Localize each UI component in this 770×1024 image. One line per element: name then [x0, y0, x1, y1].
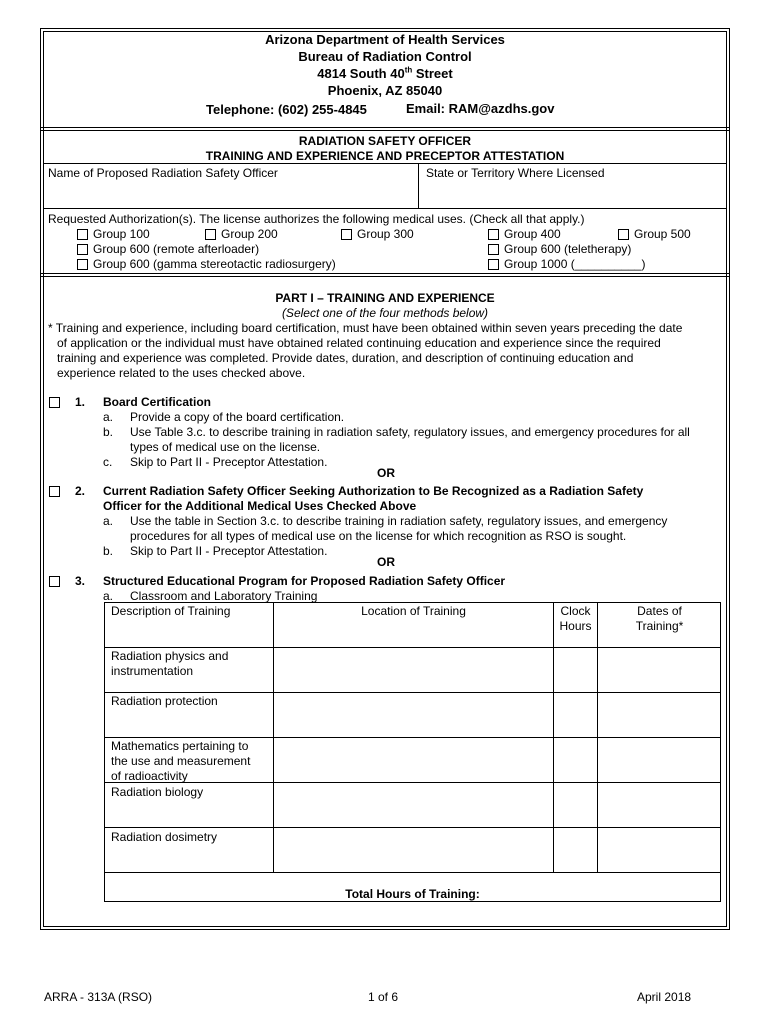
table-row-divider	[104, 872, 721, 873]
checkbox-group-1000[interactable]	[488, 259, 499, 270]
clock-hours-input[interactable]	[555, 649, 596, 871]
checkbox-method-2[interactable]	[49, 486, 60, 497]
total-hours-label: Total Hours of Training:	[345, 887, 480, 901]
option-group-100: Group 100	[93, 227, 150, 241]
method2-item-letter: a.	[103, 514, 114, 528]
method3-sub-letter: a.	[103, 589, 114, 603]
divider	[418, 163, 419, 208]
method1-item-text: Use Table 3.c. to describe training in radiation safety, regulatory issues, and emergency procedures for all	[130, 425, 690, 439]
method2-title: Officer for the Additional Medical Uses Checked Above	[103, 499, 417, 513]
method2-item-text: Use the table in Section 3.c. to describe training in radiation safety, regulatory issues, and emergency	[130, 514, 668, 528]
method3-title: Structured Educational Program for Proposed Radiation Safety Officer	[103, 574, 506, 588]
table-row-label: Radiation protection	[111, 694, 218, 708]
method3-number: 3.	[75, 574, 86, 588]
checkbox-group-300[interactable]	[341, 229, 352, 240]
method2-title: Current Radiation Safety Officer Seeking Authorization to Be Recognized as a Radiation Safety	[103, 484, 644, 498]
table-row-label: Mathematics pertaining to the use and measurement of radioactivity	[111, 739, 251, 783]
divider	[41, 273, 729, 274]
form-title-line1: RADIATION SAFETY OFFICER	[298, 134, 472, 148]
table-header-description: Description of Training	[111, 604, 231, 618]
footer-page-number: 1 of 6	[368, 990, 399, 1004]
checkbox-group-400[interactable]	[488, 229, 499, 240]
footer-date: April 2018	[637, 990, 692, 1004]
table-header-location: Location of Training	[361, 604, 466, 618]
dates-input[interactable]	[599, 649, 720, 871]
checkbox-group-100[interactable]	[77, 229, 88, 240]
part1-note-line: training and experience was completed. Provide dates, duration, and description of continuing education and	[57, 351, 634, 365]
form-title-line2: TRAINING AND EXPERIENCE AND PRECEPTOR ATTESTATION	[205, 149, 565, 163]
location-input[interactable]	[275, 649, 552, 871]
method1-item-letter: b.	[103, 425, 114, 439]
divider	[43, 163, 727, 164]
proposed-rso-label: Name of Proposed Radiation Safety Officer	[48, 166, 278, 180]
method1-item-text: Skip to Part II - Preceptor Attestation.	[130, 455, 328, 469]
footer-form-id: ARRA - 313A (RSO)	[44, 990, 153, 1004]
table-header-clock: Clock Hours	[559, 604, 592, 633]
table-row-label: Radiation dosimetry	[111, 830, 218, 844]
option-group-400: Group 400	[504, 227, 561, 241]
agency-header	[43, 31, 727, 99]
method1-number: 1.	[75, 395, 86, 409]
divider	[41, 130, 729, 131]
method1-item-text: Provide a copy of the board certification.	[130, 410, 345, 424]
part1-title: PART I – TRAINING AND EXPERIENCE	[275, 291, 495, 305]
email: Email: RAM@azdhs.gov	[406, 101, 555, 116]
proposed-rso-input[interactable]	[44, 182, 416, 207]
option-group-200: Group 200	[221, 227, 278, 241]
table-row-divider	[104, 647, 721, 648]
street-address: 4814 South 40th Street	[317, 65, 453, 81]
table-row-label: Radiation biology	[111, 785, 204, 799]
table-row-label: Radiation physics and instrumentation	[111, 649, 229, 678]
or-separator: OR	[377, 555, 395, 569]
checkbox-group-600-gamma[interactable]	[77, 259, 88, 270]
checkbox-group-200[interactable]	[205, 229, 216, 240]
authorization-intro: Requested Authorization(s). The license authorizes the following medical uses. (Check all that apply.)	[48, 212, 585, 226]
part1-note-line: of application or the individual must have obtained related continuing education and experience since the required	[57, 336, 661, 350]
method1-title: Board Certification	[103, 395, 212, 409]
divider	[41, 276, 729, 277]
city-state-zip: Phoenix, AZ 85040	[327, 83, 443, 98]
or-separator: OR	[377, 466, 395, 480]
table-header-dates: Dates of Training*	[635, 604, 684, 633]
option-group-600-gamma: Group 600 (gamma stereotactic radiosurgery)	[93, 257, 336, 271]
method2-item-text: procedures for all types of medical use on the license for which recognition as RSO is sought.	[130, 529, 627, 543]
bureau-name: Bureau of Radiation Control	[298, 49, 472, 64]
method3-sub-title: Classroom and Laboratory Training	[130, 589, 318, 603]
option-group-600-teletherapy: Group 600 (teletherapy)	[504, 242, 632, 256]
checkbox-method-1[interactable]	[49, 397, 60, 408]
part1-subtitle: (Select one of the four methods below)	[281, 306, 489, 320]
option-group-600-remote: Group 600 (remote afterloader)	[93, 242, 260, 256]
telephone: Telephone: (602) 255-4845	[206, 102, 367, 117]
checkbox-group-500[interactable]	[618, 229, 629, 240]
option-group-500: Group 500	[634, 227, 691, 241]
part1-note-line: * Training and experience, including board certification, must have been obtained within seven years preceding the date	[48, 321, 683, 335]
agency-name: Arizona Department of Health Services	[265, 32, 505, 47]
method1-item-letter: a.	[103, 410, 114, 424]
option-group-1000: Group 1000 (__________)	[504, 257, 646, 271]
part1-note-line: experience related to the uses checked above.	[57, 366, 306, 380]
checkbox-group-600-teletherapy[interactable]	[488, 244, 499, 255]
method1-item-text: types of medical use on the license.	[130, 440, 321, 454]
method2-number: 2.	[75, 484, 86, 498]
method2-item-letter: b.	[103, 544, 114, 558]
checkbox-group-600-remote[interactable]	[77, 244, 88, 255]
checkbox-method-3[interactable]	[49, 576, 60, 587]
divider	[43, 208, 727, 209]
divider	[41, 127, 729, 128]
option-group-300: Group 300	[357, 227, 414, 241]
method1-item-letter: c.	[103, 455, 113, 469]
method2-item-text: Skip to Part II - Preceptor Attestation.	[130, 544, 328, 558]
state-label: State or Territory Where Licensed	[426, 166, 605, 180]
state-input[interactable]	[420, 182, 726, 207]
